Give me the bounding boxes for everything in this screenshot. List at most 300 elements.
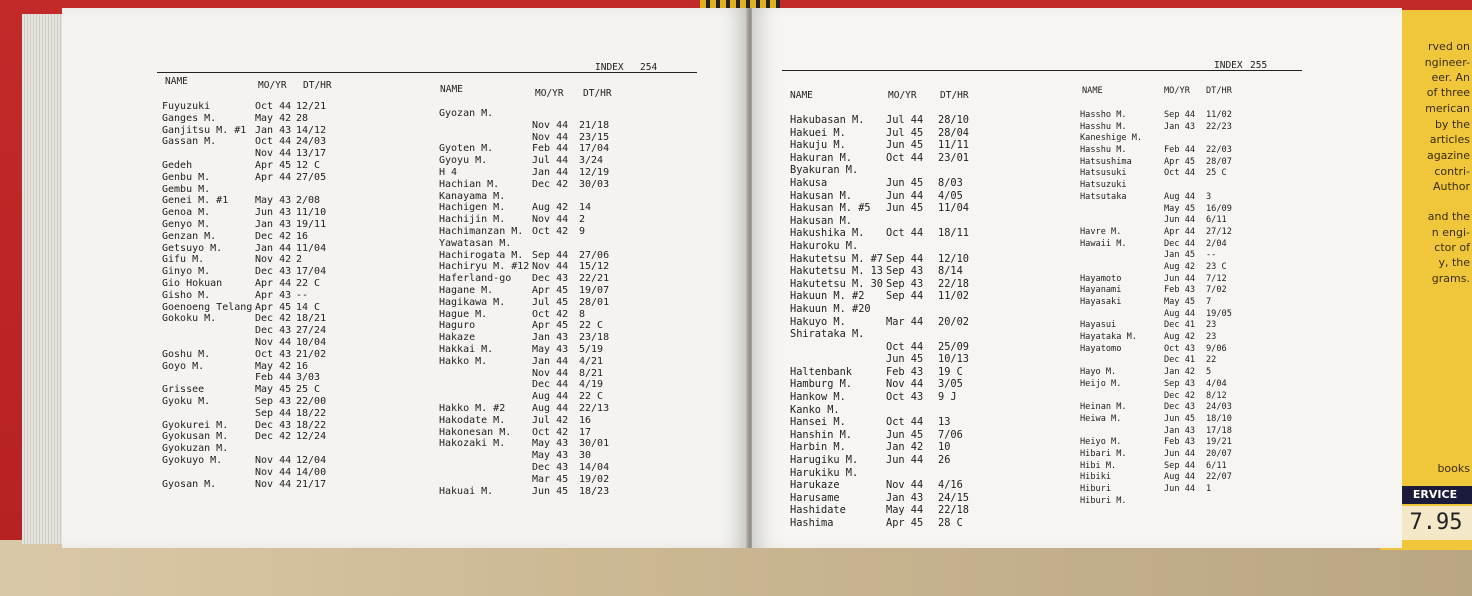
entry-name: Hatsushima bbox=[1080, 156, 1132, 167]
entry-month-year: Apr 45 bbox=[255, 159, 292, 171]
entry-month-year: Dec 43 bbox=[255, 325, 292, 337]
index-column-left bbox=[162, 101, 362, 490]
entry-date-hour: 14 C bbox=[296, 301, 321, 313]
entry-name: Getsuyo M. bbox=[162, 242, 223, 254]
entry-date-hour: 3/24 bbox=[579, 155, 604, 167]
entry-date-hour: 8/14 bbox=[938, 265, 963, 278]
col-header-moyr: MO/YR bbox=[888, 90, 917, 101]
index-entry bbox=[790, 177, 1020, 190]
entry-date-hour: 1 bbox=[1206, 484, 1212, 494]
entry-date-hour: 17/18 bbox=[1206, 425, 1232, 436]
entry-date-hour: 11/02 bbox=[938, 290, 969, 303]
entry-date-hour: 19/05 bbox=[1206, 308, 1232, 319]
entry-date-hour: 28 bbox=[296, 112, 309, 124]
index-entry bbox=[1080, 484, 1260, 496]
index-entry bbox=[790, 504, 1020, 517]
entry-date-hour: 14/04 bbox=[579, 461, 610, 473]
entry-date-hour: 18/22 bbox=[296, 419, 327, 431]
entry-date-hour: 16 bbox=[296, 230, 309, 242]
entry-name: Hachijin M. bbox=[439, 214, 506, 226]
entry-name: Gisho M. bbox=[162, 289, 211, 301]
index-entry bbox=[439, 226, 649, 238]
entry-name: Gyozan M. bbox=[439, 108, 494, 119]
entry-date-hour: 25 C bbox=[1206, 168, 1227, 179]
entry-month-year: Jun 44 bbox=[886, 454, 924, 467]
entry-date-hour: 18/11 bbox=[938, 227, 969, 240]
entry-date-hour: 28/07 bbox=[1206, 156, 1232, 167]
entry-month-year: Jan 43 bbox=[532, 332, 569, 344]
entry-date-hour: 30/01 bbox=[579, 438, 610, 450]
index-entry bbox=[790, 215, 1020, 228]
entry-name: Gio Hokuan bbox=[162, 277, 223, 289]
entry-name: Hakko M. bbox=[439, 355, 488, 367]
entry-month-year: Nov 44 bbox=[255, 466, 292, 478]
index-entry bbox=[439, 438, 649, 450]
entry-name: Haferland-go bbox=[439, 273, 512, 285]
entry-name: Hibari M. bbox=[1080, 448, 1127, 459]
index-entry bbox=[1080, 192, 1260, 204]
index-entry bbox=[1080, 145, 1260, 157]
entry-date-hour: 21/17 bbox=[296, 478, 327, 490]
page-number: 255 bbox=[1250, 60, 1268, 71]
right-page bbox=[752, 8, 1402, 548]
entry-name: Gyoku M. bbox=[162, 395, 211, 407]
entry-name: Gyokuzan M. bbox=[162, 443, 229, 455]
entry-month-year: Sep 43 bbox=[886, 277, 924, 290]
index-entry bbox=[790, 190, 1020, 203]
entry-name: Hakubasan M. bbox=[790, 114, 865, 126]
entry-date-hour: 19 C bbox=[938, 365, 963, 378]
index-entry bbox=[790, 227, 1020, 240]
entry-date-hour: -- bbox=[1206, 250, 1217, 261]
entry-month-year: Jan 43 bbox=[886, 491, 924, 504]
index-entry bbox=[1080, 472, 1260, 484]
entry-name: Hachimanzan M. bbox=[439, 225, 524, 237]
index-entry bbox=[1080, 274, 1260, 286]
entry-name: Hayamoto bbox=[1080, 273, 1122, 284]
entry-date-hour: 2 bbox=[296, 254, 303, 266]
entry-name: Hakodate M. bbox=[439, 414, 506, 426]
entry-name: Hatsuzuki bbox=[1080, 180, 1127, 191]
index-entry bbox=[439, 250, 649, 262]
index-column-left bbox=[790, 114, 1020, 530]
index-entry bbox=[1080, 344, 1260, 356]
index-entry bbox=[790, 114, 1020, 127]
index-entry bbox=[1080, 426, 1260, 438]
entry-name: Hakutetsu M. 13 bbox=[790, 265, 883, 278]
entry-month-year: Nov 44 bbox=[532, 214, 569, 226]
index-entry bbox=[162, 479, 362, 491]
index-entry bbox=[790, 265, 1020, 278]
entry-date-hour: 27/05 bbox=[296, 171, 327, 183]
index-entry bbox=[439, 462, 649, 474]
entry-month-year: May 43 bbox=[532, 343, 569, 355]
entry-date-hour: 2/04 bbox=[1206, 238, 1227, 249]
index-entry bbox=[790, 278, 1020, 291]
entry-date-hour: 22 C bbox=[296, 277, 321, 289]
index-entry bbox=[439, 143, 649, 155]
entry-month-year: May 45 bbox=[1164, 203, 1196, 214]
entry-month-year: Dec 42 bbox=[255, 230, 292, 242]
entry-date-hour: 11/10 bbox=[296, 207, 327, 219]
entry-date-hour: 12/04 bbox=[296, 454, 327, 466]
entry-month-year: Jun 45 bbox=[886, 353, 924, 366]
entry-name: Genyo M. bbox=[162, 218, 211, 230]
entry-month-year: Sep 44 bbox=[886, 252, 924, 265]
service-badge: ERVICE bbox=[1398, 486, 1472, 504]
entry-name: Hakuju M. bbox=[790, 139, 846, 152]
index-entry bbox=[162, 325, 362, 337]
entry-month-year: May 43 bbox=[532, 438, 569, 450]
entry-name: Harukiku M. bbox=[790, 466, 859, 479]
index-entry bbox=[790, 492, 1020, 505]
index-entry bbox=[790, 139, 1020, 152]
index-entry bbox=[162, 101, 362, 113]
entry-month-year: Nov 44 bbox=[255, 454, 292, 466]
entry-date-hour: 4/04 bbox=[1206, 378, 1227, 389]
index-entry bbox=[790, 152, 1020, 165]
index-entry bbox=[162, 266, 362, 278]
col-header-dthr: DT/HR bbox=[303, 80, 332, 91]
entry-name: Gyosan M. bbox=[162, 478, 217, 490]
entry-date-hour: 28/04 bbox=[938, 126, 969, 139]
entry-name: Hakusa bbox=[790, 176, 828, 189]
entry-date-hour: 14 bbox=[579, 202, 592, 214]
entry-date-hour: 6/11 bbox=[1206, 215, 1227, 226]
entry-month-year: Nov 42 bbox=[255, 254, 292, 266]
entry-date-hour: 19/21 bbox=[1206, 437, 1232, 448]
entry-month-year: Sep 43 bbox=[255, 395, 292, 407]
index-entry bbox=[162, 396, 362, 408]
entry-month-year: May 43 bbox=[255, 195, 292, 207]
entry-date-hour: 17/04 bbox=[296, 266, 327, 278]
entry-month-year: Feb 44 bbox=[1164, 145, 1196, 156]
index-entry bbox=[162, 184, 362, 196]
entry-date-hour: 21/02 bbox=[296, 348, 327, 360]
index-entry bbox=[439, 474, 649, 486]
entry-name: Fuyuzuki bbox=[162, 101, 211, 112]
col-header-name: NAME bbox=[790, 90, 813, 101]
flyer-text-line: eer. An bbox=[1431, 71, 1470, 84]
entry-date-hour: 4/21 bbox=[579, 355, 604, 367]
index-entry bbox=[1080, 133, 1260, 145]
index-entry bbox=[790, 341, 1020, 354]
index-entry bbox=[439, 450, 649, 462]
index-entry bbox=[1080, 239, 1260, 251]
entry-month-year: Apr 45 bbox=[532, 284, 569, 296]
entry-date-hour: 28 C bbox=[938, 517, 963, 529]
entry-name: Genzan M. bbox=[162, 230, 217, 242]
index-entry bbox=[1080, 204, 1260, 216]
index-entry bbox=[439, 202, 649, 214]
entry-month-year: Feb 43 bbox=[886, 365, 924, 378]
index-entry bbox=[1080, 320, 1260, 332]
entry-name: Byakuran M. bbox=[790, 164, 859, 177]
entry-month-year: May 44 bbox=[886, 504, 924, 517]
entry-name: Hakusan M. bbox=[790, 189, 852, 202]
entry-month-year: Dec 43 bbox=[255, 266, 292, 278]
entry-date-hour: 9 J bbox=[938, 391, 957, 404]
entry-name: Heiwa M. bbox=[1080, 413, 1122, 424]
entry-date-hour: 11/04 bbox=[938, 202, 969, 215]
entry-name: Heijo M. bbox=[1080, 378, 1122, 389]
entry-month-year: Dec 42 bbox=[255, 431, 292, 443]
entry-name: Goyo M. bbox=[162, 360, 205, 372]
entry-month-year: Dec 43 bbox=[255, 419, 292, 431]
entry-month-year: Nov 44 bbox=[532, 367, 569, 379]
index-entry bbox=[439, 273, 649, 285]
entry-date-hour: 19/02 bbox=[579, 473, 610, 485]
index-entry bbox=[790, 328, 1020, 341]
index-entry bbox=[439, 356, 649, 368]
entry-name: Hamburg M. bbox=[790, 378, 852, 391]
entry-name: Hakuun M. #20 bbox=[790, 302, 871, 315]
entry-month-year: Sep 44 bbox=[1164, 110, 1196, 120]
entry-month-year: Sep 44 bbox=[886, 290, 924, 303]
entry-name: Hayo M. bbox=[1080, 367, 1117, 378]
entry-month-year: Nov 44 bbox=[255, 336, 292, 348]
index-entry bbox=[790, 202, 1020, 215]
entry-name: Hakuyo M. bbox=[790, 315, 846, 328]
entry-name: Gyokusan M. bbox=[162, 431, 229, 443]
entry-date-hour: 23/15 bbox=[579, 131, 610, 143]
entry-name: Goenoeng Telang bbox=[162, 301, 253, 313]
entry-name: Hakuun M. #2 bbox=[790, 290, 865, 303]
index-entry bbox=[1080, 367, 1260, 379]
entry-month-year: Oct 44 bbox=[886, 340, 924, 353]
index-entry bbox=[162, 420, 362, 432]
entry-date-hour: 22/13 bbox=[579, 402, 610, 414]
index-entry bbox=[1080, 122, 1260, 134]
entry-month-year: Apr 44 bbox=[255, 277, 292, 289]
entry-name: Hatsusuki bbox=[1080, 168, 1127, 179]
entry-name: Hayasaki bbox=[1080, 297, 1122, 307]
entry-name: Hibiki bbox=[1080, 472, 1112, 483]
index-entry bbox=[790, 391, 1020, 404]
entry-date-hour: 18/21 bbox=[296, 313, 327, 325]
index-entry bbox=[162, 113, 362, 125]
entry-date-hour: 19/11 bbox=[296, 218, 327, 230]
index-entry bbox=[790, 404, 1020, 417]
entry-name: Hanshin M. bbox=[790, 428, 852, 441]
index-entry bbox=[439, 132, 649, 144]
entry-date-hour: 17 bbox=[579, 426, 592, 438]
flyer-text-line: articles bbox=[1429, 133, 1470, 146]
entry-name: Kanko M. bbox=[790, 403, 840, 416]
index-entry bbox=[162, 337, 362, 349]
index-entry bbox=[1080, 227, 1260, 239]
entry-name: Hakozaki M. bbox=[439, 438, 506, 450]
entry-date-hour: 10 bbox=[938, 441, 951, 454]
index-entry bbox=[1080, 355, 1260, 367]
index-entry bbox=[162, 431, 362, 443]
index-entry bbox=[1080, 332, 1260, 344]
entry-month-year: Jun 44 bbox=[886, 189, 924, 202]
flyer-text-line: books bbox=[1437, 462, 1470, 475]
index-entry bbox=[790, 240, 1020, 253]
index-entry bbox=[162, 408, 362, 420]
entry-name: Harugiku M. bbox=[790, 454, 859, 467]
index-entry bbox=[790, 517, 1020, 530]
entry-date-hour: 17/04 bbox=[579, 143, 610, 155]
entry-month-year: Jan 44 bbox=[255, 242, 292, 254]
entry-date-hour: 30/03 bbox=[579, 178, 610, 190]
entry-month-year: May 43 bbox=[532, 450, 569, 462]
entry-name: Hiburi bbox=[1080, 484, 1112, 494]
entry-date-hour: 24/15 bbox=[938, 491, 969, 504]
entry-month-year: Dec 43 bbox=[532, 273, 569, 285]
entry-name: Hagane M. bbox=[439, 284, 494, 296]
entry-name: Gifu M. bbox=[162, 254, 205, 266]
index-entry bbox=[1080, 414, 1260, 426]
entry-name: Harukaze bbox=[790, 479, 840, 492]
index-entry bbox=[790, 253, 1020, 266]
entry-month-year: Nov 44 bbox=[886, 378, 924, 391]
index-entry bbox=[790, 416, 1020, 429]
index-entry bbox=[162, 278, 362, 290]
entry-month-year: Mar 44 bbox=[886, 315, 924, 328]
index-entry bbox=[162, 455, 362, 467]
index-entry bbox=[790, 467, 1020, 480]
entry-month-year: Oct 42 bbox=[532, 308, 569, 320]
index-entry bbox=[162, 467, 362, 479]
entry-date-hour: 24/03 bbox=[1206, 402, 1232, 413]
index-entry bbox=[439, 179, 649, 191]
index-entry bbox=[790, 353, 1020, 366]
entry-date-hour: 12/24 bbox=[296, 431, 327, 443]
index-entry bbox=[162, 361, 362, 373]
entry-date-hour: 18/23 bbox=[579, 485, 610, 497]
flyer-text-line: and the bbox=[1427, 210, 1470, 223]
col-header-dthr: DT/HR bbox=[1206, 86, 1232, 96]
entry-date-hour: 16/09 bbox=[1206, 203, 1232, 214]
entry-month-year: Feb 44 bbox=[532, 143, 569, 155]
entry-date-hour: 19/07 bbox=[579, 284, 610, 296]
entry-name: Gyokurei M. bbox=[162, 419, 229, 431]
price-tag: 7.95 bbox=[1400, 506, 1472, 540]
entry-month-year: Jul 42 bbox=[532, 414, 569, 426]
page-number: 254 bbox=[640, 62, 658, 73]
entry-name: Hakutetsu M. #7 bbox=[790, 252, 883, 265]
entry-month-year: Jan 44 bbox=[532, 355, 569, 367]
entry-date-hour: 30 bbox=[579, 450, 592, 462]
flyer-text-line: agazine bbox=[1426, 149, 1470, 162]
entry-name: Ginyo M. bbox=[162, 266, 211, 278]
index-entry bbox=[1080, 180, 1260, 192]
flyer-text-line: n engi- bbox=[1431, 226, 1470, 239]
entry-name: Kanayama M. bbox=[439, 190, 506, 202]
entry-date-hour: 4/05 bbox=[938, 189, 963, 202]
index-entry bbox=[439, 309, 649, 321]
index-entry bbox=[790, 164, 1020, 177]
col-header-name: NAME bbox=[165, 76, 188, 87]
index-column-right bbox=[1080, 110, 1260, 507]
entry-month-year: Feb 43 bbox=[1164, 437, 1196, 448]
entry-date-hour: 13/17 bbox=[296, 148, 327, 160]
entry-date-hour: 22/00 bbox=[296, 395, 327, 407]
entry-date-hour: 13 bbox=[938, 416, 951, 429]
entry-date-hour: 12 C bbox=[296, 159, 321, 171]
entry-month-year: Oct 43 bbox=[255, 348, 292, 360]
entry-month-year: Dec 43 bbox=[532, 461, 569, 473]
index-label: INDEX bbox=[595, 62, 624, 73]
index-entry bbox=[1080, 215, 1260, 227]
entry-date-hour: 14/00 bbox=[296, 466, 327, 478]
entry-name: Hansei M. bbox=[790, 416, 846, 429]
entry-month-year: Aug 44 bbox=[532, 402, 569, 414]
entry-month-year: Oct 42 bbox=[532, 426, 569, 438]
flyer-text-line: of three bbox=[1426, 86, 1470, 99]
entry-name: Haguro bbox=[439, 320, 476, 332]
entry-name: Genoa M. bbox=[162, 207, 211, 219]
entry-name: Hakko M. #2 bbox=[439, 402, 506, 414]
entry-month-year: May 45 bbox=[1164, 297, 1196, 307]
index-entry bbox=[439, 391, 649, 403]
entry-name: Hachian M. bbox=[439, 178, 500, 190]
index-entry bbox=[1080, 402, 1260, 414]
entry-name: Hasshu M. bbox=[1080, 121, 1127, 132]
entry-month-year: Nov 44 bbox=[532, 261, 569, 273]
index-column-right bbox=[439, 108, 649, 497]
col-header-moyr: MO/YR bbox=[258, 80, 287, 91]
entry-date-hour: 2 bbox=[579, 214, 586, 226]
entry-date-hour: 10/04 bbox=[296, 336, 327, 348]
index-entry bbox=[162, 219, 362, 231]
entry-month-year: Dec 42 bbox=[1164, 390, 1196, 401]
index-entry bbox=[162, 349, 362, 361]
index-entry bbox=[790, 441, 1020, 454]
entry-name: H 4 bbox=[439, 166, 458, 178]
flyer-text-line: merican bbox=[1425, 102, 1470, 115]
index-entry bbox=[790, 290, 1020, 303]
entry-date-hour: 12/10 bbox=[938, 252, 969, 265]
entry-date-hour: 8/21 bbox=[579, 367, 604, 379]
index-entry bbox=[162, 148, 362, 160]
entry-month-year: Nov 44 bbox=[886, 479, 924, 492]
index-entry bbox=[1080, 461, 1260, 473]
entry-date-hour: 14/12 bbox=[296, 124, 327, 136]
entry-date-hour: 3 bbox=[1206, 191, 1212, 202]
entry-month-year: Jun 45 bbox=[886, 139, 924, 152]
entry-date-hour: 20/07 bbox=[1206, 448, 1232, 459]
entry-date-hour: 22/18 bbox=[938, 504, 969, 517]
index-entry bbox=[162, 243, 362, 255]
entry-date-hour: 9/06 bbox=[1206, 343, 1227, 354]
entry-date-hour: 22/21 bbox=[579, 273, 610, 285]
entry-month-year: Dec 41 bbox=[1164, 355, 1196, 366]
entry-month-year: Apr 45 bbox=[1164, 156, 1196, 167]
entry-date-hour: 23/01 bbox=[938, 151, 969, 164]
index-entry bbox=[790, 454, 1020, 467]
entry-month-year: Oct 44 bbox=[1164, 168, 1196, 179]
entry-name: Hachirogata M. bbox=[439, 249, 524, 261]
table-surface bbox=[0, 540, 1472, 596]
entry-name: Hashima bbox=[790, 517, 834, 529]
entry-name: Hayataka M. bbox=[1080, 332, 1137, 343]
entry-date-hour: 26 bbox=[938, 454, 951, 467]
entry-name: Hawaii M. bbox=[1080, 238, 1127, 249]
entry-month-year: Apr 45 bbox=[255, 301, 292, 313]
index-entry bbox=[439, 297, 649, 309]
entry-name: Hashidate bbox=[790, 504, 846, 517]
entry-month-year: Jun 45 bbox=[1164, 413, 1196, 424]
index-entry bbox=[439, 108, 649, 120]
flyer-text-line: rved on bbox=[1428, 40, 1470, 53]
entry-month-year: Aug 42 bbox=[1164, 332, 1196, 343]
entry-month-year: Oct 44 bbox=[886, 416, 924, 429]
entry-date-hour: 7/02 bbox=[1206, 285, 1227, 296]
entry-name: Hatsutaka bbox=[1080, 191, 1127, 202]
